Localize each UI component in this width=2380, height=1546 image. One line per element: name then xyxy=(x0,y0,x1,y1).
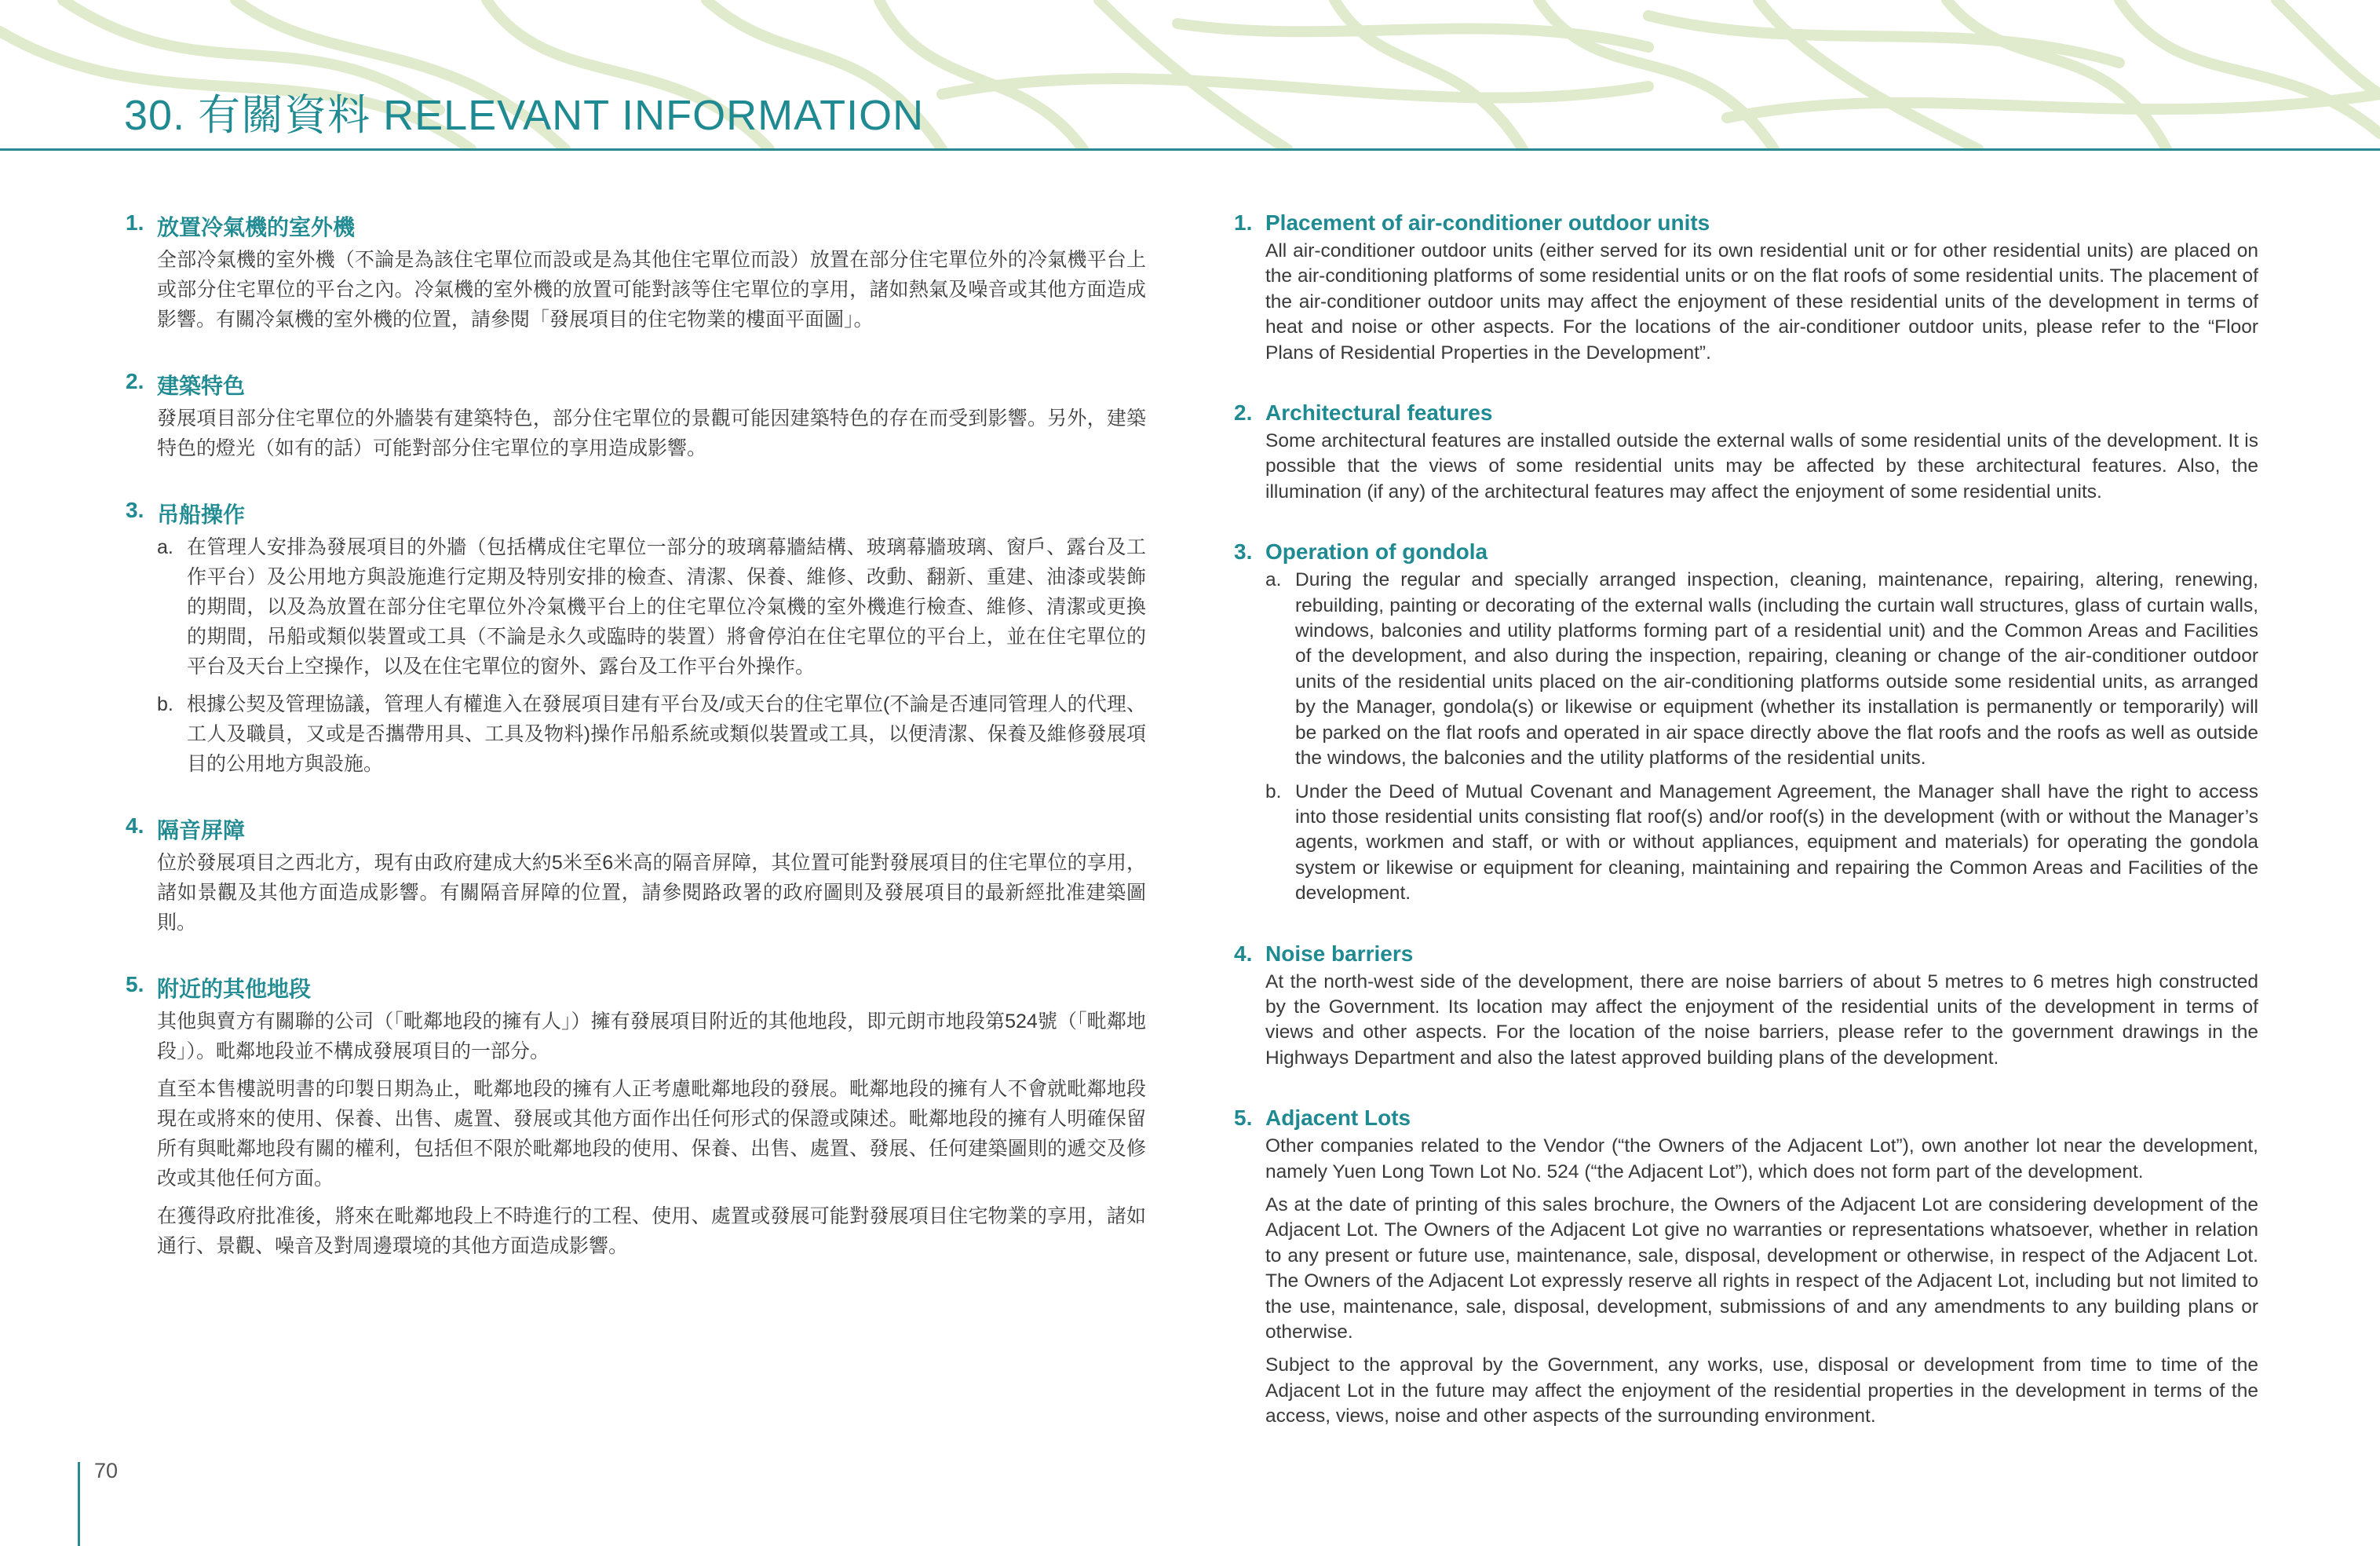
sub-letter: b. xyxy=(1265,780,1282,802)
section-number: 3. xyxy=(1234,539,1253,565)
section-title: 吊船操作 xyxy=(157,503,246,527)
zh-section-4 xyxy=(126,813,1146,937)
zh-section-5 xyxy=(126,972,1146,1261)
en-section-2 xyxy=(1234,400,2258,505)
header-divider xyxy=(0,148,2380,151)
section-number: 4. xyxy=(126,813,144,838)
paragraph: 位於發展項目之西北方，現有由政府建成大約5米至6米高的隔音屏障，其位置可能對發展項目的住宅單位的享用，諸如景觀及其他方面造成影響。有關隔音屏障的位置，請參閱路政署的政府圖則及發展項目的最新經批准建築圖則。 xyxy=(157,852,1146,934)
paragraph: Other companies related to the Vendor (“the Owners of the Adjacent Lot”), own another lot near the development, namely Yuen Long Town Lot No. 524 (“the Adjacent Lot”), which does not form part of the development. xyxy=(1265,1135,2258,1182)
en-section-5 xyxy=(1234,1106,2258,1429)
sub-item xyxy=(1265,780,2258,907)
section-number: 4. xyxy=(1234,941,1253,966)
section-title: 隔音屏障 xyxy=(157,818,246,842)
zh-section-3 xyxy=(126,498,1146,779)
paragraph: Subject to the approval by the Government, any works, use, disposal or development from time to time of the Adjacent Lot in the future may affect the enjoyment of the residential properties in the development in terms of the access, views, noise and other aspects of the surrounding environment. xyxy=(1265,1354,2258,1427)
header-banner xyxy=(0,0,2380,151)
section-title: 放置冷氣機的室外機 xyxy=(157,215,356,239)
chinese-column xyxy=(126,210,1146,1296)
page-title: 30. 有關資料 RELEVANT INFORMATION xyxy=(124,92,925,139)
section-number: 1. xyxy=(1234,210,1253,235)
page-number-rule xyxy=(78,1462,80,1546)
paragraph: 直至本售樓説明書的印製日期為止，毗鄰地段的擁有人正考慮毗鄰地段的發展。毗鄰地段的擁有人不會就毗鄰地段現在或將來的使用、保養、出售、處置、發展或其他方面作出任何形式的保證或陳述。毗鄰地段的擁有人明確保留所有與毗鄰地段有關的權利，包括但不限於毗鄰地段的使用、保養、出售、處置、發展、任何建築圖則的遞交及修改或其他任何方面。 xyxy=(157,1078,1146,1190)
paragraph: As at the date of printing of this sales brochure, the Owners of the Adjacent Lot are considering development of the Adjacent Lot. The Owners of the Adjacent Lot give no warranties or representations whatsoever, whether in relation to any present or future use, maintenance, sale, disposal, development or otherwise, in respect of the Adjacent Lot. The Owners of the Adjacent Lot expressly reserve all rights in respect of the Adjacent Lot, including but not limited to the use, maintenance, sale, disposal, development, submissions of and any amendments to any building plans or otherwise. xyxy=(1265,1193,2258,1343)
zh-section-1 xyxy=(126,210,1146,334)
section-number: 5. xyxy=(1234,1106,1253,1131)
section-title: Operation of gondola xyxy=(1265,539,1488,565)
paragraph: At the north-west side of the development, there are noise barriers of about 5 metres to 6 metres high constructed by the Government. Its location may affect the enjoyment of the residential units of the development in terms of views and other aspects. For the location of the noise barriers, please refer to the government drawings in the Highways Department and also the latest approved building plans of the development. xyxy=(1265,970,2258,1069)
section-number: 1. xyxy=(126,210,144,235)
english-column xyxy=(1234,210,2258,1464)
sub-text: Under the Deed of Mutual Covenant and Management Agreement, the Manager shall have the right to access into those residential units consisting flat roof(s) and/or roof(s) in the development (with or without the Manager’s agents, workmen and staff, or with or without appliances, equipment and materials) for operating the gondola system or likewise or equipment for cleaning, maintaining and repairing the Common Areas and Facilities of the development. xyxy=(1295,780,2258,905)
section-title: Architectural features xyxy=(1265,400,1493,426)
paragraph: 全部冷氣機的室外機（不論是為該住宅單位而設或是為其他住宅單位而設）放置在部分住宅單位外的冷氣機平台上或部分住宅單位的平台之內。冷氣機的室外機的放置可能對該等住宅單位的享用，諸如熱氣及噪音或其他方面造成影響。有關冷氣機的室外機的位置，請參閱「發展項目的住宅物業的樓面平面圖」。 xyxy=(157,249,1146,331)
zh-section-2 xyxy=(126,369,1146,463)
en-section-4 xyxy=(1234,941,2258,1072)
en-section-1 xyxy=(1234,210,2258,366)
section-title: Placement of air-conditioner outdoor units xyxy=(1265,210,1710,235)
section-title: 建築特色 xyxy=(157,374,246,398)
sub-text: 在管理人安排為發展項目的外牆（包括構成住宅單位一部分的玻璃幕牆結構、玻璃幕牆玻璃、窗戶、露台及工作平台）及公用地方與設施進行定期及特別安排的檢查、清潔、保養、維修、改動、翻新、重建、油漆或裝飾的期間，以及為放置在部分住宅單位外冷氣機平台上的住宅單位冷氣機的室外機進行檢查、維修、清潔或更換的期間，吊船或類似裝置或工具（不論是永久或臨時的裝置）將會停泊在住宅單位的平台上，並在住宅單位的平台及天台上空操作，以及在住宅單位的窗外、露台及工作平台外操作。 xyxy=(187,536,1146,678)
section-number: 5. xyxy=(126,972,144,996)
section-number: 3. xyxy=(126,498,144,522)
section-title: Noise barriers xyxy=(1265,941,1414,966)
section-title: Adjacent Lots xyxy=(1265,1106,1411,1131)
sub-letter: b. xyxy=(157,693,173,715)
paragraph: 發展項目部分住宅單位的外牆裝有建築特色，部分住宅單位的景觀可能因建築特色的存在而受到影響。另外，建築特色的燈光（如有的話）可能對部分住宅單位的享用造成影響。 xyxy=(157,408,1146,459)
paragraph: All air-conditioner outdoor units (either served for its own residential unit or for other residential units) are placed on the air-conditioning platforms of some residential units or on the flat roofs of some residential units. The placement of the air-conditioner outdoor units may affect the enjoyment of these residential units of the development in terms of heat and noise or other aspects. For the locations of the air-conditioner outdoor units, please refer to the “Floor Plans of Residential Properties in the Development”. xyxy=(1265,240,2258,364)
en-section-3 xyxy=(1234,539,2258,906)
section-title: 附近的其他地段 xyxy=(157,977,312,1001)
paragraph: 其他與賣方有關聯的公司（「毗鄰地段的擁有人」）擁有發展項目附近的其他地段，即元朗市地段第524號（「毗鄰地段」）。毗鄰地段並不構成發展項目的一部分。 xyxy=(157,1011,1146,1062)
sub-text: During the regular and specially arranged inspection, cleaning, maintenance, repairing, altering, renewing, rebuilding, painting or decorating of the external walls (including the curtain wall structures, glass of curtain walls, windows, balconies and utility platforms forming part of a residential unit) and the Common Areas and Facilities of the development, and also during the inspection, repairing, cleaning or change of the air-conditioner outdoor units of the residential units placed on the air-conditioning platforms outside some residential units, as arranged by the Manager, gondola(s) or likewise or equipment (whether its installation is permanently or temporarily) will be parked on the flat roofs and operated in air space directly above the flat roofs and the roofs as well as outside the windows, the balconies and the utility platforms of the residential units. xyxy=(1295,569,2258,769)
sub-letter: a. xyxy=(157,536,173,558)
section-number: 2. xyxy=(126,369,144,393)
paragraph: 在獲得政府批准後，將來在毗鄰地段上不時進行的工程、使用、處置或發展可能對發展項目住宅物業的享用，諸如通行、景觀、噪音及對周邊環境的其他方面造成影響。 xyxy=(157,1205,1146,1257)
sub-item xyxy=(1265,568,2258,771)
sub-item xyxy=(157,689,1146,779)
sub-item xyxy=(157,532,1146,682)
section-number: 2. xyxy=(1234,400,1253,426)
sub-letter: a. xyxy=(1265,569,1282,591)
sub-text: 根據公契及管理協議，管理人有權進入在發展項目建有平台及/或天台的住宅單位(不論是否連同管理人的代理、工人及職員，又或是否攜帶用具、工具及物料)操作吊船系統或類似裝置或工具，以便清潔、保養及維修發展項目的公用地方與設施。 xyxy=(187,693,1146,775)
paragraph: Some architectural features are installed outside the external walls of some residential units of the development. It is possible that the views of some residential units may be affected by these architectural features. Also, the illumination (if any) of the architectural features may affect the enjoyment of some residential units. xyxy=(1265,430,2258,503)
page-number: 70 xyxy=(94,1459,119,1482)
